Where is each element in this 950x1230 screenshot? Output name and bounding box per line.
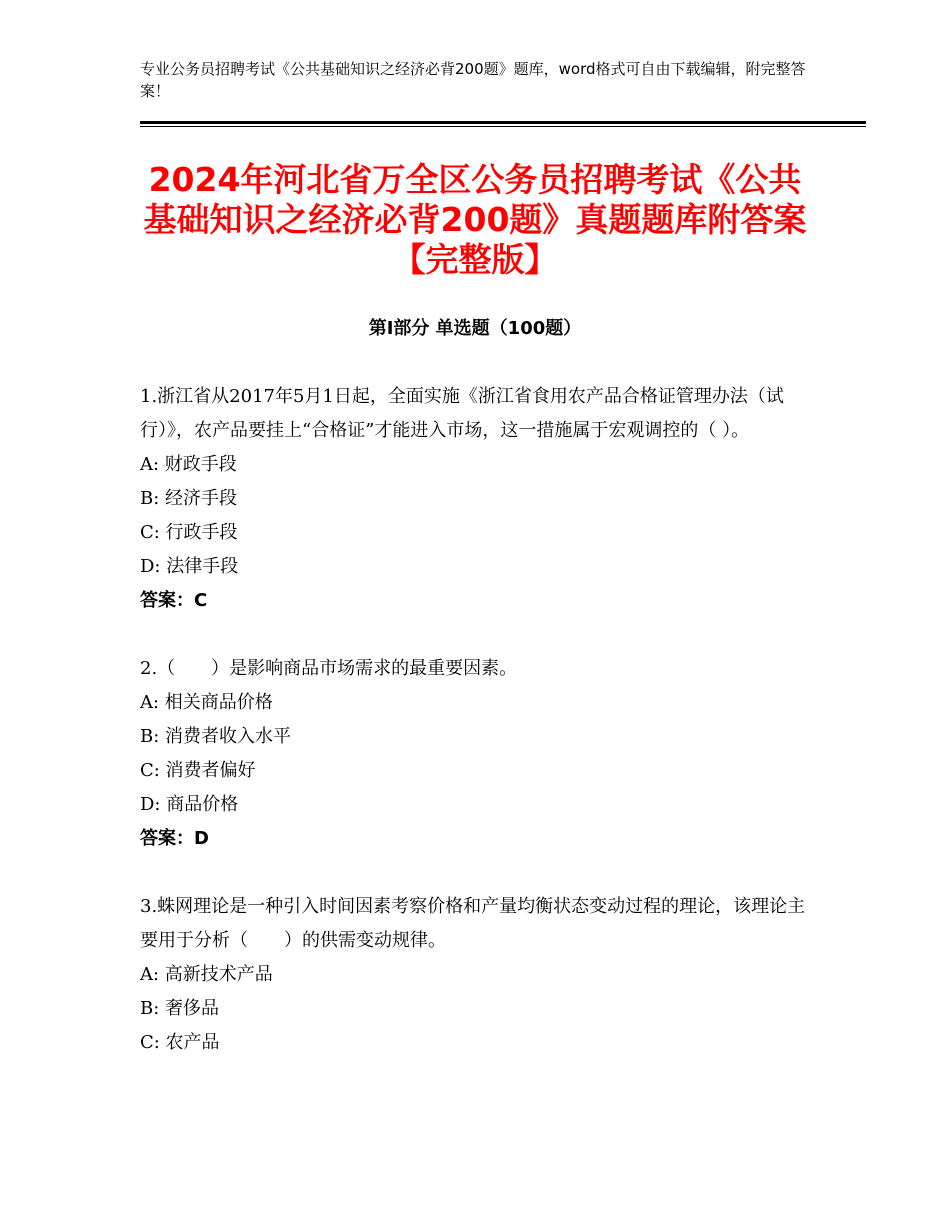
question-stem: 1.浙江省从2017年5月1日起，全面实施《浙江省食用农产品合格证管理办法（试行）》，农产品要挂上“合格证”才能进入市场，这一措施属于宏观调控的（ ）。 [140, 386, 784, 441]
option-b: B: 奢侈品 [140, 998, 220, 1019]
option-a: A: 财政手段 [140, 454, 237, 475]
section-title: 第Ⅰ部分 单选题（100题） [368, 318, 582, 339]
answer: 答案：C [140, 590, 208, 611]
answer: 答案：D [140, 828, 209, 849]
option-d: D: 法律手段 [140, 556, 239, 577]
question-3 [140, 890, 810, 1060]
question-stem: 3.蛛网理论是一种引入时间因素考察价格和产量均衡状态变动过程的理论，该理论主要用于分析（ ）的供需变动规律。 [140, 896, 806, 951]
header-rule-thin [140, 126, 866, 127]
option-b: B: 经济手段 [140, 488, 238, 509]
option-c: C: 行政手段 [140, 522, 238, 543]
option-a: A: 高新技术产品 [140, 964, 273, 985]
header-rule-thick [140, 121, 866, 124]
option-b: B: 消费者收入水平 [140, 726, 292, 747]
question-1 [140, 380, 810, 618]
option-c: C: 消费者偏好 [140, 760, 256, 781]
question-2 [140, 652, 810, 856]
header-note: 专业公务员招聘考试《公共基础知识之经济必背200题》题库，word格式可自由下载编辑，附完整答案！ [140, 60, 806, 100]
question-list [140, 380, 810, 1094]
option-d: D: 商品价格 [140, 794, 239, 815]
question-stem: 2.（ ）是影响商品市场需求的最重要因素。 [140, 658, 518, 679]
option-c: C: 农产品 [140, 1032, 220, 1053]
option-a: A: 相关商品价格 [140, 692, 273, 713]
document-title: 2024年河北省万全区公务员招聘考试《公共基础知识之经济必背200题》真题题库附答案【完整版】 [143, 160, 807, 279]
